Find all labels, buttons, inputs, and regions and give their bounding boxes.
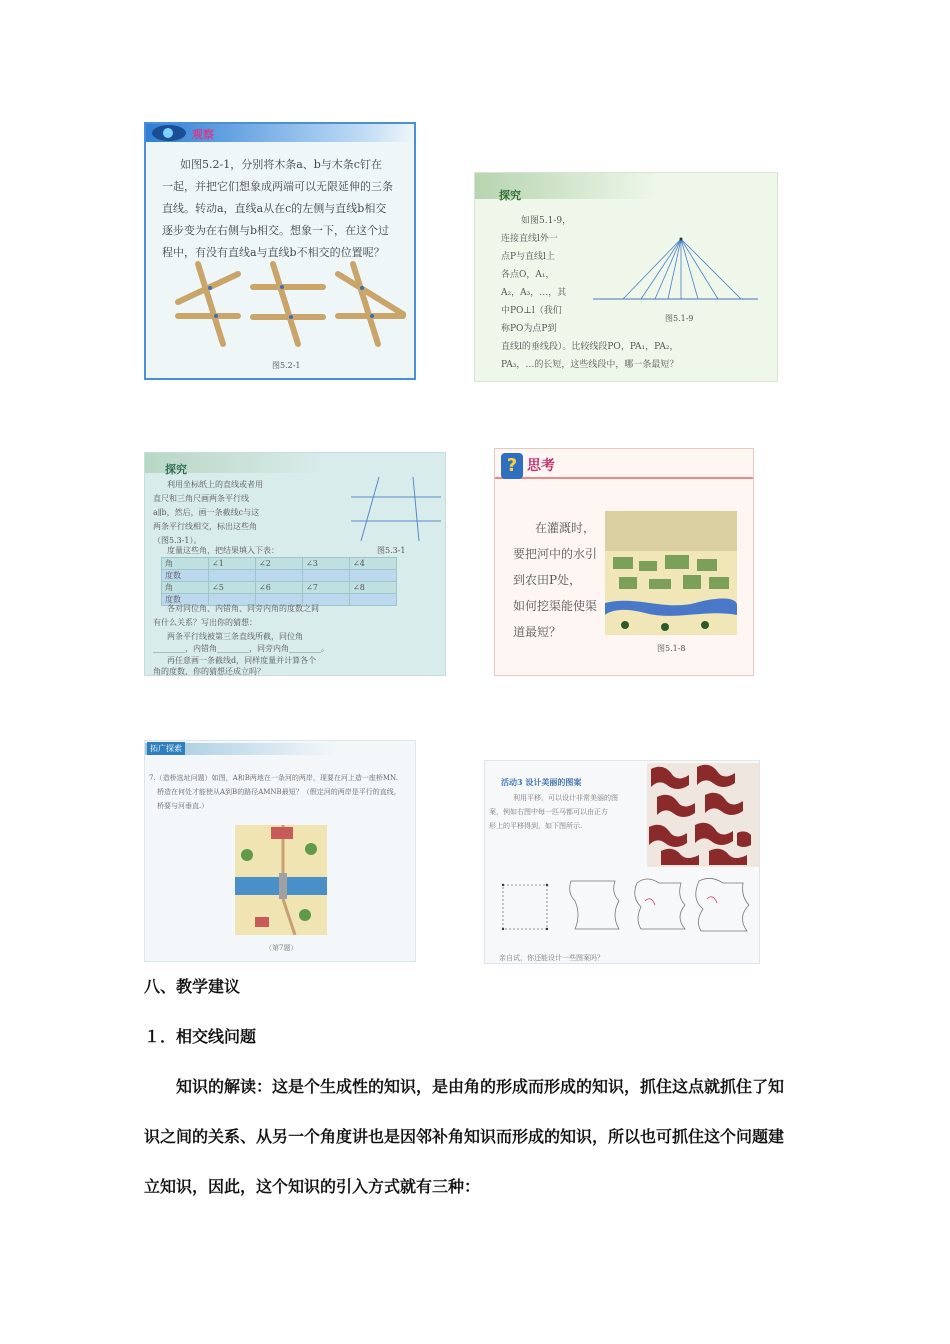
wood-strips-diagram (158, 254, 408, 354)
river-bridge-illustration (235, 825, 327, 935)
text-line: 程中，有没有直线a与直线b不相交的位置呢？ (162, 246, 385, 259)
table-cell: ∠3 (303, 558, 350, 570)
paragraph-line: 识之间的关系、从另一个角度讲也是因邻补角知识而形成的知识，所以也可抓住这个问题建 (144, 1127, 785, 1146)
text-line: 如图5.1-9， (521, 216, 572, 226)
table-cell (209, 570, 256, 582)
table-cell: ∠6 (256, 582, 303, 594)
text-line: 桥造在何处才能使从A到B的路径AMNB最短？（假定河的两岸是平行的直线， (157, 788, 401, 796)
angle-table (161, 557, 397, 606)
table-cell: 角 (162, 558, 209, 570)
table-cell: 度数 (162, 570, 209, 582)
sub-heading: １．相交线问题 (144, 1027, 257, 1046)
activity-title: 活动3 设计美丽的图案 (501, 777, 582, 787)
text-line: 要把河中的水引 (513, 547, 598, 561)
header-bar (145, 453, 446, 473)
text-line: 各点O，A₁， (501, 270, 555, 280)
text-line: 直线l的垂线段）。比较线段PO，PA₁，PA₂， (501, 342, 679, 352)
section-tag: 探究 (499, 189, 521, 202)
header-bar (146, 124, 414, 142)
table-cell: 度数 (162, 594, 209, 606)
text-line: 桥要与河垂直.） (157, 802, 209, 810)
perpendicular-segments-diagram (593, 233, 763, 303)
text-line: 道最短？ (513, 625, 562, 639)
text-line: 如图5.2-1，分别将木条a、b与木条c钉在 (180, 158, 382, 171)
text-line: 中PO⊥l（我们 (501, 306, 562, 316)
table-cell: 角 (162, 582, 209, 594)
horse-tessellation-image (647, 763, 759, 867)
table-cell (350, 570, 397, 582)
text-line: 两条平行线被第三条直线所截，同位角 (167, 632, 303, 641)
text-line: 案，例如右图中每一匹马都可以由正方 (489, 808, 608, 816)
text-line: 亲自试，你还能设计一些图案吗？ (499, 954, 604, 962)
text-line: 如何挖渠能使渠 (513, 599, 598, 613)
text-line: 再任意画一条截线d，同样度量并计算各个 (167, 656, 317, 665)
text-line: a∥b，然后，画一条截线c与这 (153, 508, 260, 517)
text-line: 各对同位角、内错角、同旁内角的度数之间 (167, 604, 319, 613)
square-to-horse-steps-diagram (495, 861, 757, 945)
table-cell: ∠1 (209, 558, 256, 570)
text-line: 两条平行线相交，标出这些角 (153, 522, 257, 531)
text-line: 逐步变为在右侧与b相交。想象一下，在这个过 (162, 224, 390, 237)
text-line: 到农田P处， (513, 573, 582, 587)
textbook-figure-observe (144, 122, 416, 380)
text-line: （图5.3-1）。 (153, 536, 202, 545)
parallel-lines-diagram (351, 475, 441, 543)
text-line: 利用坐标纸上的直线或者用 (167, 480, 263, 489)
textbook-figure-explore-perpendicular (474, 172, 778, 382)
figure-caption: 图5.2-1 (272, 361, 301, 370)
text-line: 度量这些角，把结果填入下表： (167, 546, 279, 555)
text-line: 有什么关系？写出你的猜想： (153, 618, 257, 627)
table-cell: ∠7 (303, 582, 350, 594)
farmland-illustration (605, 511, 737, 635)
text-line: 一起，并把它们想象成两端可以无限延伸的三条 (162, 180, 393, 193)
table-cell (350, 594, 397, 606)
textbook-figure-explore-parallel (144, 452, 446, 676)
table-cell: ∠4 (350, 558, 397, 570)
text-line: 连接直线l外一 (501, 234, 558, 244)
section-heading: 八、教学建议 (144, 977, 241, 996)
table-cell: ∠8 (350, 582, 397, 594)
paragraph-line: 立知识，因此，这个知识的引入方式就有三种： (144, 1177, 481, 1196)
paragraph-line: 知识的解读：这是个生成性的知识，是由角的形成而形成的知识，抓住这点就抓住了知 (176, 1077, 785, 1096)
section-tag: 拓广探索 (147, 742, 185, 755)
eye-icon (152, 125, 186, 141)
text-line: 形上的平移得到，如下图所示. (489, 822, 583, 830)
figure-caption: 图5.3-1 (377, 546, 406, 555)
figure-caption: 图5.1-9 (665, 314, 694, 323)
textbook-figure-bridge-problem (144, 740, 416, 962)
section-tag: 观察 (192, 128, 214, 141)
section-tag: 思考 (527, 458, 555, 474)
text-line: 称PO为点P到 (501, 324, 557, 334)
table-cell: ∠5 (209, 582, 256, 594)
header-rule (495, 477, 754, 479)
question-mark-icon: ? (501, 453, 523, 479)
figure-caption: 图5.1-8 (657, 644, 686, 653)
textbook-figure-think (494, 448, 754, 676)
text-line: A₂，A₃，…，其 (501, 288, 567, 298)
table-cell: ∠2 (256, 558, 303, 570)
header-bar (145, 743, 416, 755)
text-line: ________，内错角________，同旁内角________。 (153, 644, 329, 653)
text-line: 直线。转动a，直线a从在c的左侧与直线b相交 (162, 202, 387, 215)
text-line: 7.（造桥选址问题）如图，A和B两地在一条河的两岸，现要在河上造一座桥MN. (149, 774, 398, 782)
text-line: 点P与直线l上 (501, 252, 555, 262)
textbook-figure-tessellation-activity (484, 760, 760, 964)
text-line: 利用平移，可以设计非常美丽的图 (513, 794, 618, 802)
figure-caption: （第7题） (265, 944, 298, 952)
text-line: 在灌溉时， (535, 521, 596, 535)
section-tag: 探究 (165, 463, 187, 476)
text-line: 角的度数，你的猜想还成立吗？ (153, 667, 265, 676)
table-cell (303, 570, 350, 582)
text-line: PA₃，…的长短，这些线段中，哪一条最短？ (501, 360, 679, 370)
table-cell (256, 570, 303, 582)
text-line: 直尺和三角尺画两条平行线 (153, 494, 249, 503)
